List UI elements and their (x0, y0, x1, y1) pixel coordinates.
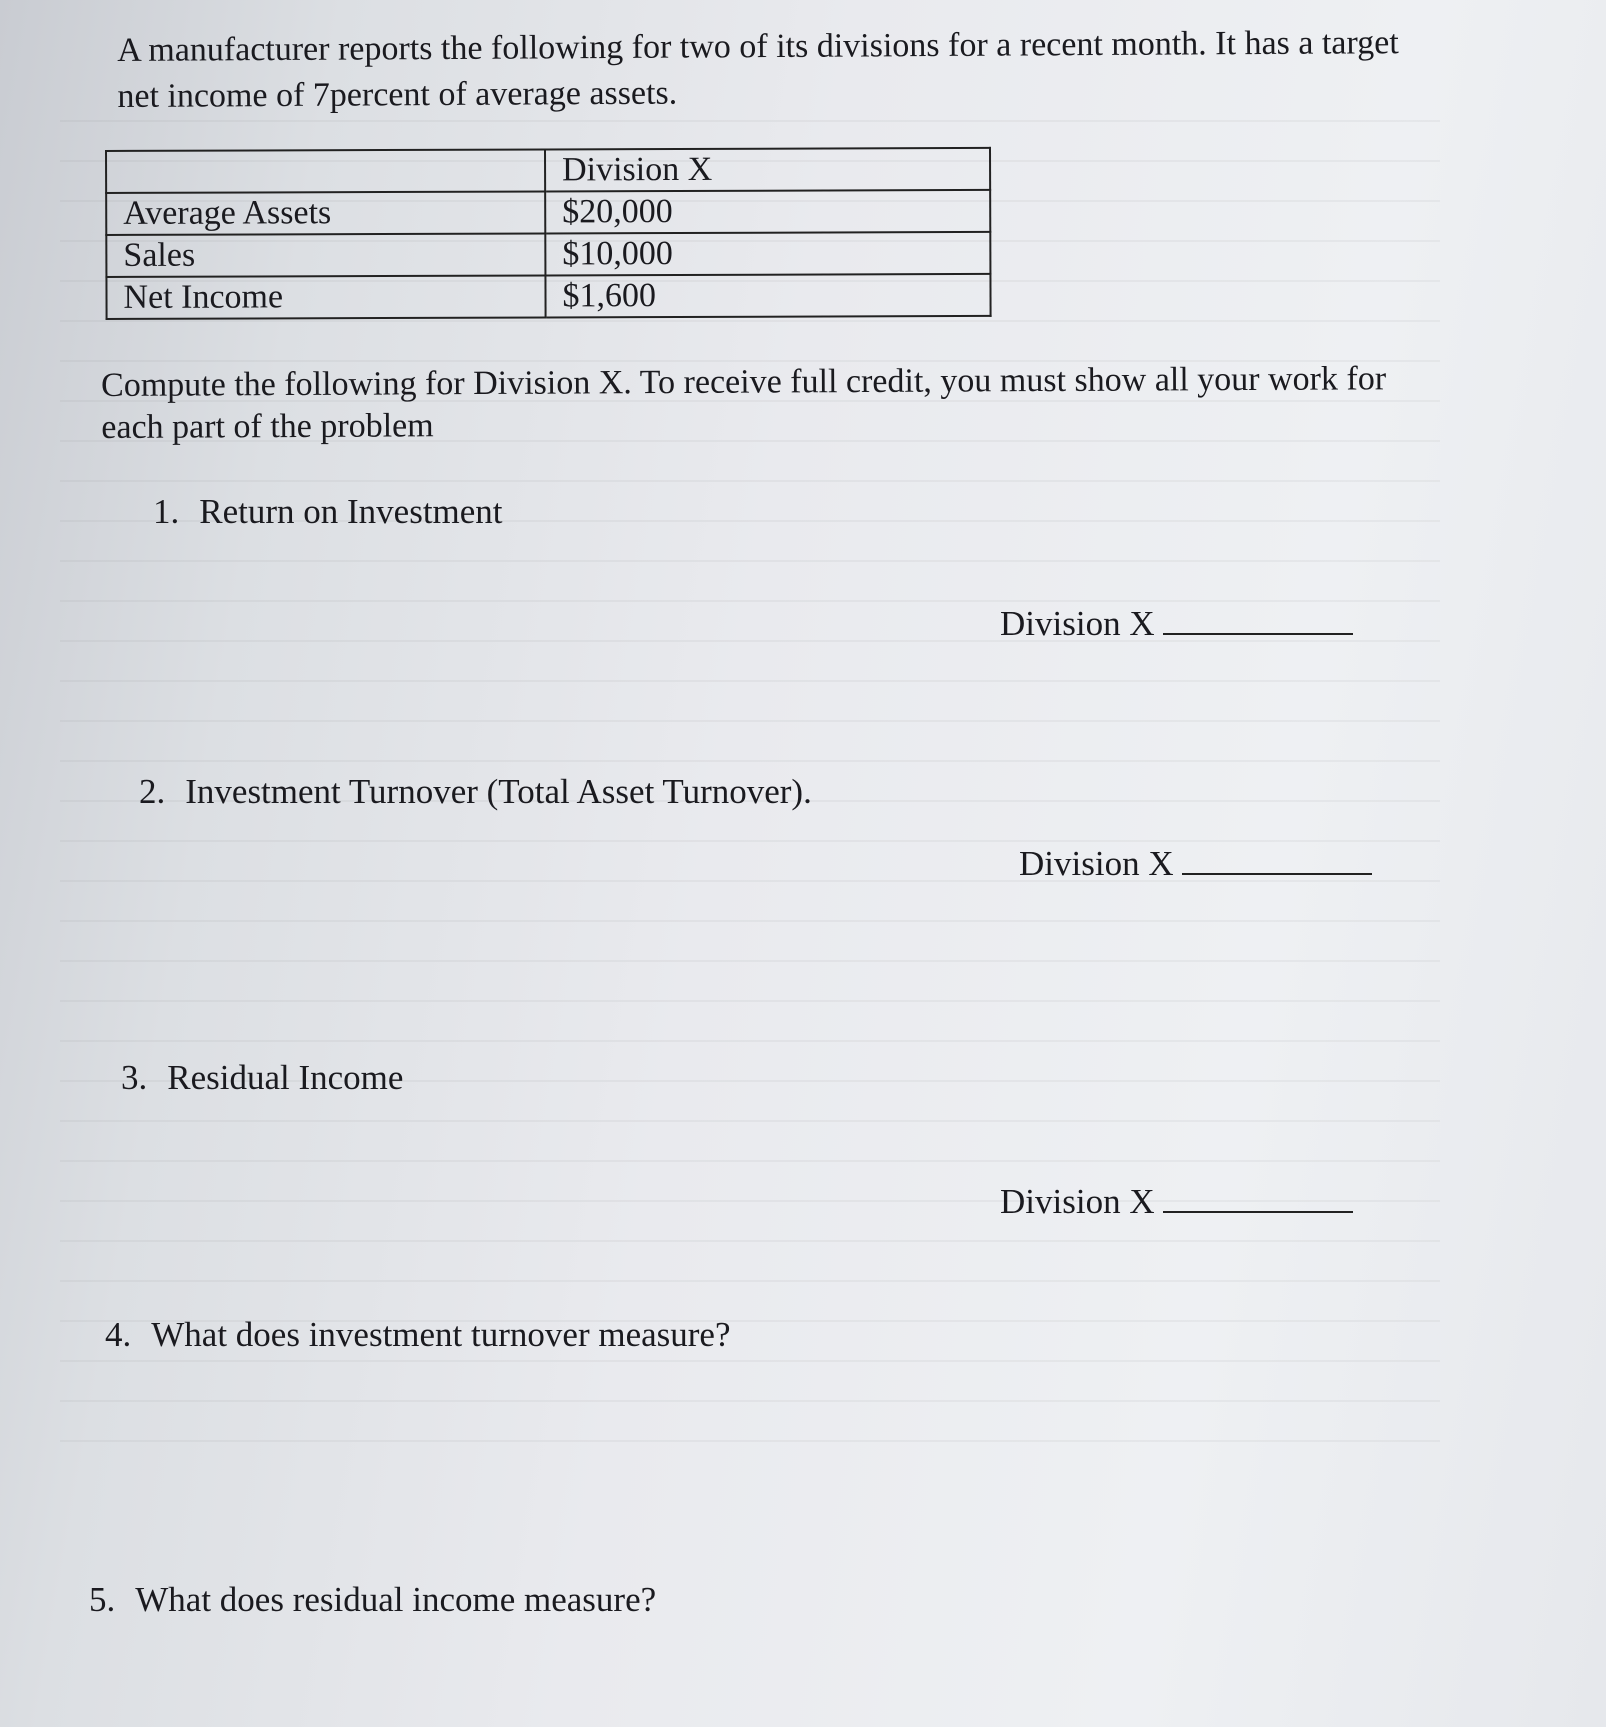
table-row (106, 274, 990, 319)
question-number: 2. (139, 772, 166, 811)
question-number: 4. (105, 1315, 132, 1354)
question-text: Investment Turnover (Total Asset Turnover). (185, 772, 812, 811)
answer-line-2[interactable] (1019, 843, 1372, 885)
table-row (106, 190, 990, 235)
question-number: 1. (153, 492, 180, 531)
table-row (106, 232, 990, 277)
question-3 (121, 1057, 403, 1099)
question-number: 5. (89, 1580, 116, 1619)
intro-paragraph: A manufacturer reports the following for two of its divisions for a recent month. It has a target net income of 7percent of average assets. (117, 24, 1399, 115)
answer-blank[interactable] (1182, 843, 1372, 875)
question-text: What does investment turnover measure? (151, 1315, 731, 1354)
answer-line-1[interactable] (1000, 603, 1353, 645)
table-cell (106, 149, 545, 193)
answer-label: Division X (1000, 604, 1155, 643)
question-4 (105, 1314, 731, 1356)
question-5 (89, 1579, 656, 1621)
table-cell: $20,000 (545, 190, 990, 234)
question-2 (139, 771, 812, 813)
table-cell: $1,600 (545, 274, 990, 318)
question-text: Return on Investment (199, 492, 503, 531)
question-text: Residual Income (167, 1058, 404, 1097)
answer-blank[interactable] (1163, 1181, 1353, 1213)
table-cell: Sales (106, 233, 545, 277)
instructions-paragraph: Compute the following for Division X. To receive full credit, you must show all your work for each part of the problem (101, 360, 1387, 446)
answer-label: Division X (1019, 844, 1174, 883)
table-cell: Net Income (106, 275, 545, 319)
answer-blank[interactable] (1163, 603, 1353, 635)
answer-line-3[interactable] (1000, 1181, 1353, 1223)
answer-label: Division X (1000, 1182, 1155, 1221)
table-cell: Average Assets (106, 191, 545, 235)
question-number: 3. (121, 1058, 148, 1097)
table-cell: Division X (545, 148, 990, 192)
table-cell: $10,000 (545, 232, 990, 276)
table-header-row (106, 148, 990, 193)
question-text: What does residual income measure? (135, 1580, 657, 1619)
question-1 (153, 491, 503, 533)
division-data-table (105, 147, 992, 320)
